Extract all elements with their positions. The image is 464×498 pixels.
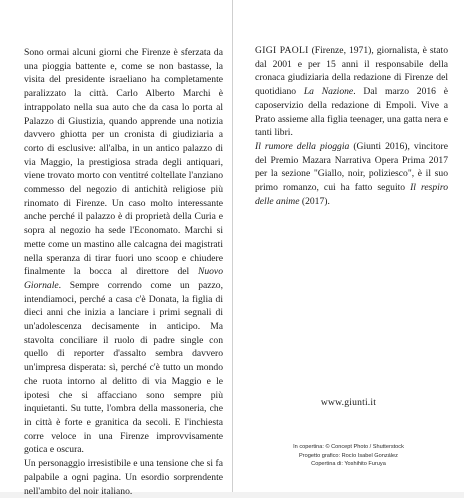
synopsis [24, 46, 223, 498]
bio-text-2: . Dal marzo 2016 è caposervizio della redazione di Empoli. Vive a Prato assieme alla figlia teenager, una gatta nera e tanti libri. [255, 86, 449, 139]
credit-cover: Copertina di: Yoshihito Furuya [311, 461, 386, 468]
credit-photo: In copertina: © Concept Photo / Shutterstock [293, 444, 404, 450]
right-flap [233, 0, 464, 492]
synopsis-paragraph-2: Un personaggio irresistibile e una tensione che si fa palpabile a ogni pagina. Un esordio sorprendente nell'ambito del noir italiano. [24, 458, 223, 497]
book1-title: Il rumore della pioggia [255, 140, 350, 152]
credit-design: Progetto grafico: Rocío Isabel González [299, 452, 398, 459]
newspaper-name: La Nazione [303, 86, 354, 98]
synopsis-text-2: . Sempre correndo come un pazzo, intendiamoci, perché a casa c'è Donata, la figlia di dieci anni che inizia a lanciare i primi segnali di un'adolescenza decisamente in anticipo. Ma stavolta conciliare il ruolo di padre single con quello di reporter d'assalto sembra davvero un'impresa disperata: sì, perché c'è tutto un mondo che ruota intorno al delitto di via Maggio e le ipotesi che si affacciano sono sempre più inquietanti. Su tutte, l'ombra della massoneria, che in città è forte e granitica da secoli. E l'inchiesta corre veloce in una Firenze improvvisamente gotica e oscura. [24, 279, 223, 456]
bio-paragraph [255, 44, 448, 140]
author-bio [255, 44, 448, 208]
left-flap [0, 0, 232, 497]
bio-text-1: (Firenze, 1971), giornalista, è stato dal 2001 e per 15 anni il responsabile della cronaca giudiziaria della redazione di Firenze del quotidiano [255, 45, 448, 98]
book1-text: (Giunti 2016), vincitore del Premio Mazara Narrativa Opera Prima 2017 per la sezione "Giallo, noir, poliziesco", è il suo primo romanzo, cui ha fatto seguito [255, 140, 448, 194]
synopsis-paragraph-1 [24, 46, 223, 457]
book2-text: (2017). [299, 195, 330, 207]
book2-title: Il respiro delle anime [255, 182, 449, 207]
newspaper-title: Nuovo Giornale [24, 266, 223, 291]
author-name: GIGI PAOLI [255, 45, 309, 56]
cover-credits [233, 443, 464, 469]
publisher-website: www.giunti.it [320, 397, 377, 408]
books-paragraph [255, 140, 448, 209]
synopsis-text-1: Sono ormai alcuni giorni che Firenze è sferzata da una pioggia battente e, come se non bastasse, la visita del presidente israeliano ha completamente paralizzato la città. Carlo Alberto Marchi è intrappolato nella sua auto che da casa lo porta al Palazzo di Giustizia, quando apprende una notizia davvero ghiotta per un cronista di giudiziaria a corto di esclusive: all'alba, in un antico palazzo di via Maggio, la prestigiosa strada degli antiquari, viene trovato morto con ventitré coltellate l'anziano commesso del negozio di antichità religiose più rinomato di Firenze. Un caso molto interessante anche perché il palazzo è di proprietà della Curia e sopra al negozio ha sede l'Economato. Marchi si mette come un mastino alle calcagna dei magistrati nella speranza di tirar fuori uno scoop e chiudere finalmente la bocca al direttore del [24, 47, 223, 278]
